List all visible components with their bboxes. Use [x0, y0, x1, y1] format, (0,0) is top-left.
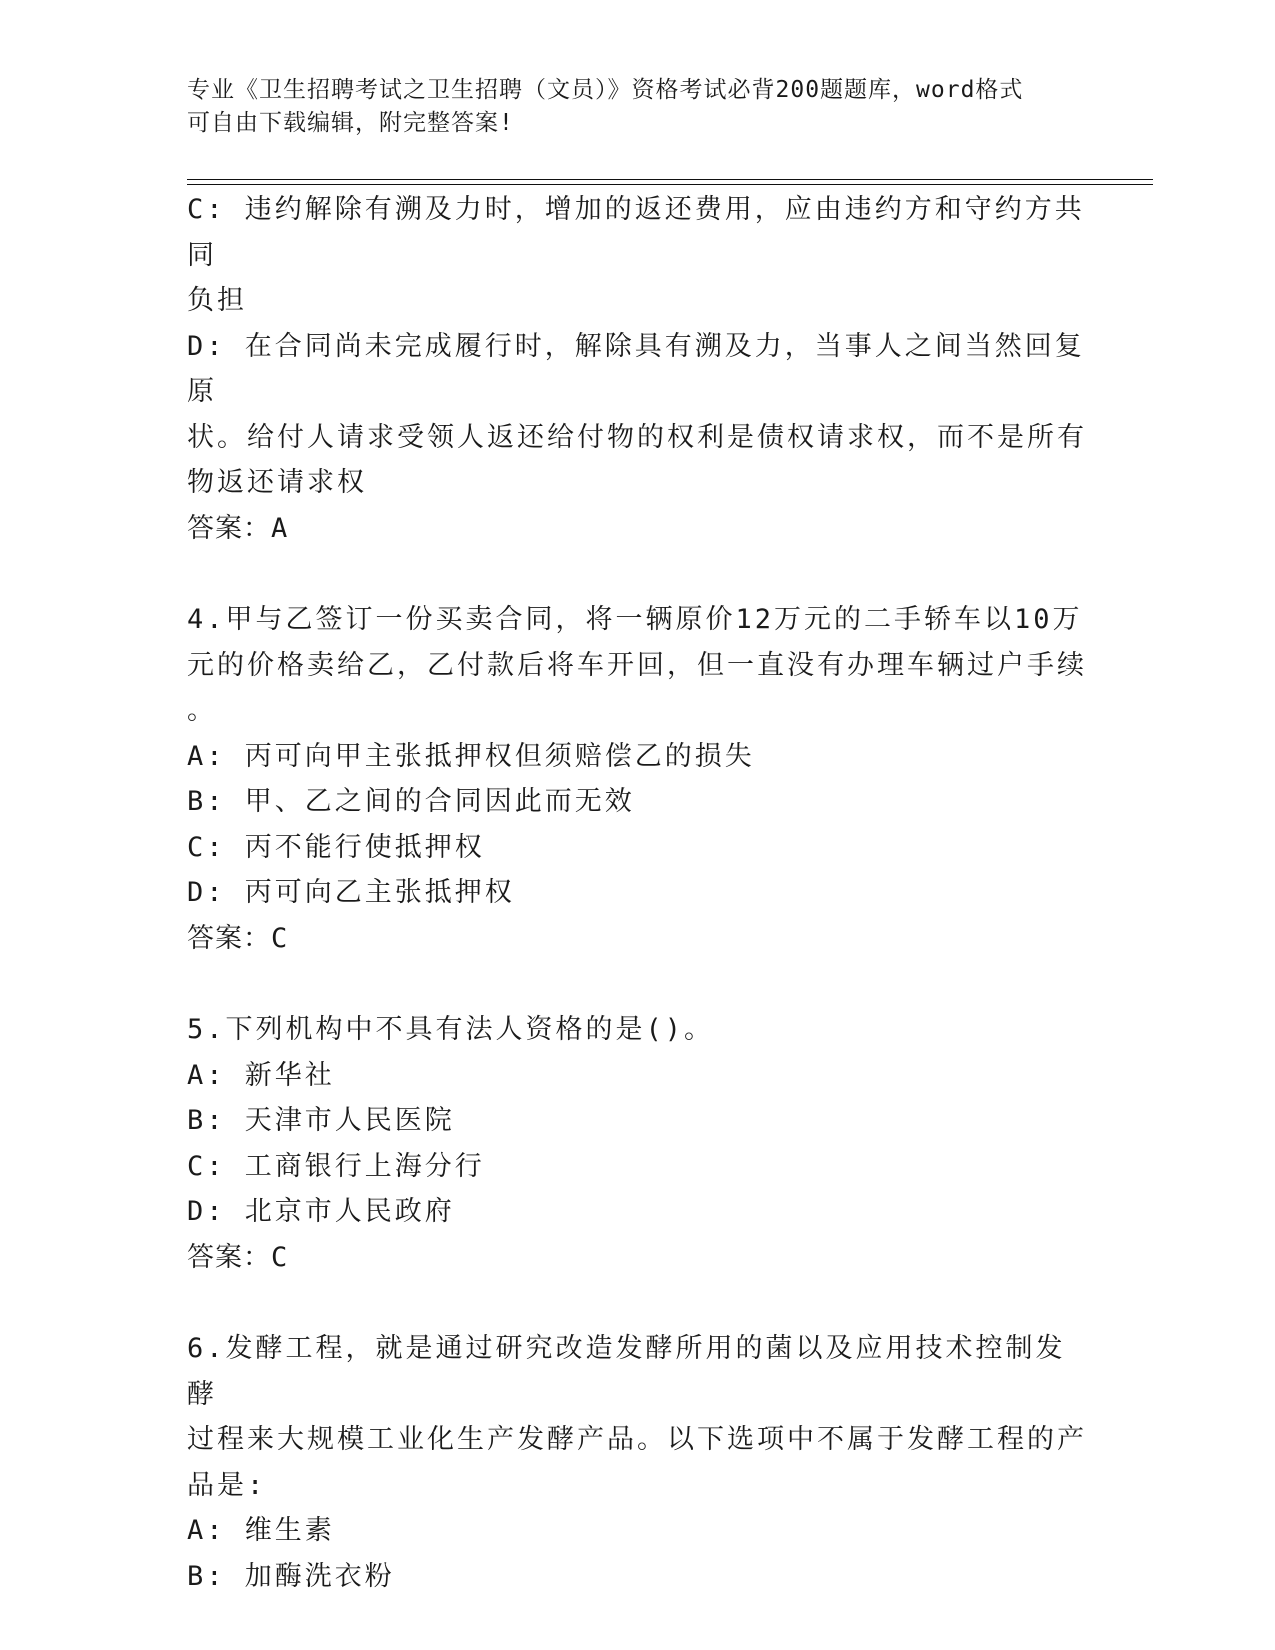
answer-label: 答案：: [187, 512, 271, 544]
question-spacer: [187, 961, 1087, 1007]
question-stem-line: 过程来大规模工业化生产发酵产品。以下选项中不属于发酵工程的产: [187, 1424, 1087, 1455]
header-divider-bottom: [187, 184, 1153, 185]
header-title-line-2: 可自由下载编辑，附完整答案!: [187, 110, 514, 136]
option-a: A: 丙可向甲主张抵押权但须赔偿乙的损失: [187, 740, 755, 772]
question-stem-line: 5.下列机构中不具有法人资格的是()。: [187, 1014, 715, 1045]
question-list: [187, 187, 1087, 1599]
answer-line: [187, 1235, 1087, 1281]
question-stem-line: 6.发酵工程，就是通过研究改造发酵所用的菌以及应用技术控制发酵: [187, 1333, 1066, 1410]
option-d-line: 状。给付人请求受领人返还给付物的权利是债权请求权，而不是所有: [187, 421, 1087, 453]
question-block-prev: [187, 187, 1087, 551]
answer-value: A: [271, 512, 289, 544]
question-stem-line: 品是:: [187, 1469, 267, 1501]
answer-line: [187, 506, 1087, 552]
answer-label: 答案：: [187, 1241, 271, 1273]
option-d-line: D: 在合同尚未完成履行时，解除具有溯及力，当事人之间当然回复原: [187, 330, 1085, 407]
question-stem-line: 4.甲与乙签订一份买卖合同，将一辆原价12万元的二手轿车以10万: [187, 604, 1083, 635]
option-d: D: 丙可向乙主张抵押权: [187, 877, 515, 908]
question-spacer: [187, 551, 1087, 597]
option-c: C: 丙不能行使抵押权: [187, 831, 485, 863]
option-a: A: 维生素: [187, 1515, 335, 1546]
option-b: B: 加酶洗衣粉: [187, 1560, 395, 1592]
answer-value: C: [271, 922, 289, 954]
answer-line: [187, 916, 1087, 962]
question-stem-line: 元的价格卖给乙，乙付款后将车开回，但一直没有办理车辆过户手续: [187, 649, 1087, 681]
option-c-line: C: 违约解除有溯及力时，增加的返还费用，应由违约方和守约方共同: [187, 194, 1085, 271]
option-d-line: 物返还请求权: [187, 467, 367, 498]
option-c-line: 负担: [187, 285, 247, 316]
question-stem-line: 。: [187, 695, 217, 726]
question-block-4: [187, 597, 1087, 961]
answer-value: C: [271, 1241, 289, 1273]
option-c: C: 工商银行上海分行: [187, 1150, 485, 1182]
header-title-line-1: 专业《卫生招聘考试之卫生招聘（文员）》资格考试必背200题题库，word格式: [187, 77, 1024, 103]
option-b: B: 甲、乙之间的合同因此而无效: [187, 786, 635, 817]
option-a: A: 新华社: [187, 1059, 335, 1091]
option-b: B: 天津市人民医院: [187, 1105, 455, 1136]
header-divider-top: [187, 179, 1153, 180]
question-spacer: [187, 1280, 1087, 1326]
document-header: [187, 74, 1077, 140]
option-d: D: 北京市人民政府: [187, 1196, 455, 1227]
answer-label: 答案：: [187, 922, 271, 954]
question-block-6: [187, 1326, 1087, 1599]
question-block-5: [187, 1007, 1087, 1280]
